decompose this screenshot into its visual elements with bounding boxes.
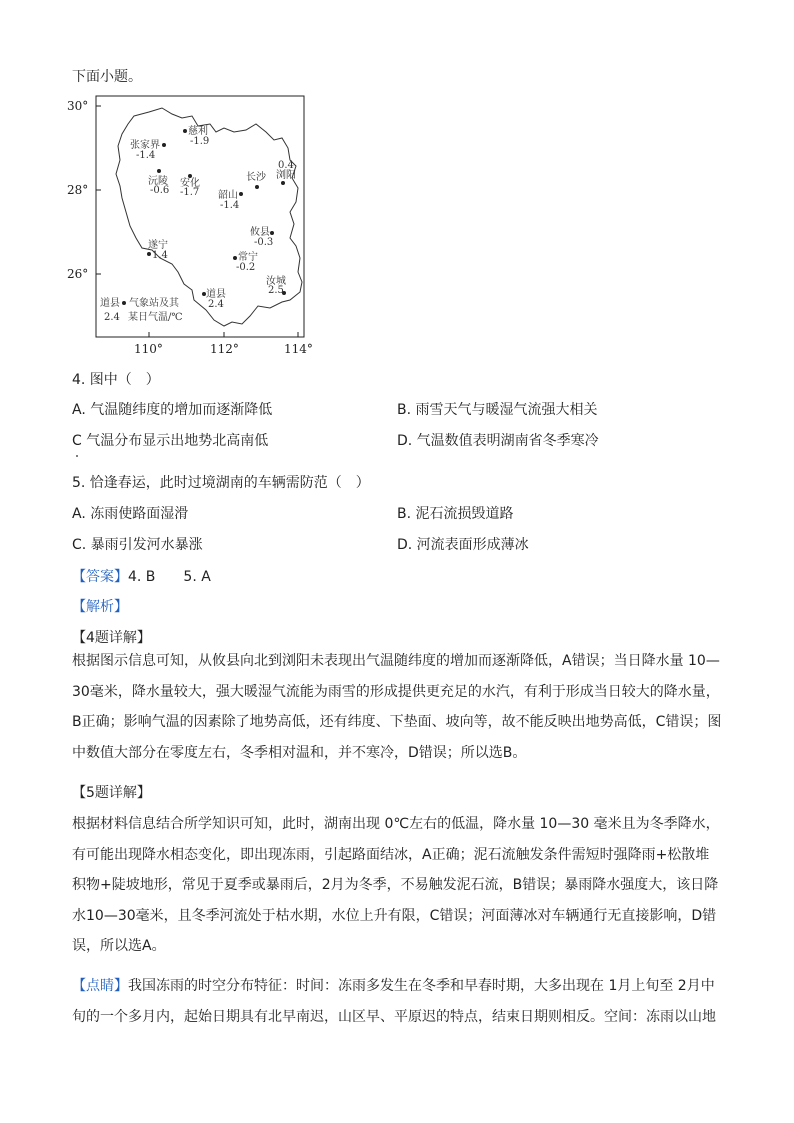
station-dot [233,256,237,260]
legend-station-name: 道县 [100,298,120,309]
station-name: 常宁 [238,252,258,263]
q5-option-c: C. 暴雨引发河水暴涨 [72,537,203,553]
station-value: -1.4 [220,200,240,211]
lat-label: 28° [67,183,89,197]
stray-dot [76,455,78,457]
station-value: 1.4 [152,250,168,261]
q4-option-d: D. 气温数值表明湖南省冬季寒冷 [397,433,599,449]
station-value: 2.4 [208,299,224,310]
station-value: -0.3 [254,237,274,248]
station-dot [157,169,161,173]
tip-text: 我国冻雨的时空分布特征：时间：冻雨多发生在冬季和早春时期，大多出现在 1月上旬至 2月中旬的一个多月内，起始日期具有北早南迟，山区早、平原迟的特点，结束日期则相反。空间：冻雨以山地 [72,978,716,1025]
detail4-tag: 【4题详解】 [72,630,151,646]
station-value: 2.5 [268,285,284,296]
detail5-tag: 【5题详解】 [72,785,151,801]
station-dot [281,181,285,185]
tip-tag: 【点睛】 [72,978,128,994]
station-value: -1.4 [136,150,156,161]
answer-text: 4. B 5. A [128,569,211,585]
station-dot [239,192,243,196]
station-name: 韶山 [218,190,238,201]
station-dot [270,231,274,235]
analysis-tag-text: 【解析】 [72,599,128,615]
station-value: -0.6 [150,185,170,196]
station-name: 安化 [180,178,200,189]
legend-station-value: 2.4 [104,312,120,323]
q4-stem: 4. 图中（ ） [72,372,160,388]
detail5-text: 根据材料信息结合所学知识可知，此时，湖南出现 0℃左右的低温，降水量 10—30 毫米且为冬季降水，有可能出现降水相态变化，即出现冻雨，引起路面结冰，A正确；泥石流触发条件需短时强降雨+松散堆积物+陡坡地形，常见于夏季或暴雨后，2月为冬季，不易触发泥石流，B错误；暴雨降水强度大，该日降水10—30毫米，且冬季河流处于枯水期，水位上升有限，C错误；河面薄冰对车辆通行无直接影响，D错误，所以选A。 [72,816,720,954]
station-name: 浏阳 [276,170,296,181]
hunan-temperature-map [64,94,324,356]
station-name: 张家界 [130,140,160,151]
station-name: 长沙 [246,172,266,183]
q4-option-c: C 气温分布显示出地势北高南低 [72,433,269,449]
station-value: -1.7 [180,187,200,198]
legend-dot [122,301,126,305]
station-value: 0.4 [278,160,294,171]
station-dot [183,129,187,133]
station-name: 沅陵 [148,176,168,187]
legend-line1: 气象站及其 [129,298,179,309]
lon-label: 112° [210,342,239,356]
q5-stem: 5. 恰逢春运，此时过境湖南的车辆需防范（ ） [72,475,370,491]
q5-option-d: D. 河流表面形成薄冰 [397,537,529,553]
station-value: -0.2 [236,262,256,273]
lon-label: 114° [284,342,313,356]
station-dot [162,143,166,147]
detail4-text: 根据图示信息可知，从攸县向北到浏阳未表现出气温随纬度的增加而逐渐降低，A错误；当日降水量 10—30毫米，降水量较大，强大暖湿气流能为雨雪的形成提供更充足的水汽，有利于形成当日较大的降水量，B正确；影响气温的因素除了地势高低，还有纬度、下垫面、坡向等，故不能反映出地势高低，C错误；图中数值大部分在零度左右，冬季相对温和，并不寒冷，D错误；所以选B。 [72,653,722,761]
station-name: 道县 [206,289,226,300]
tip-paragraph [72,971,722,1032]
station-value: -1.9 [190,136,210,147]
legend-line2: 某日气温/℃ [128,312,183,323]
answer-line [72,566,211,586]
lon-label: 110° [134,342,163,356]
lat-label: 30° [67,99,89,113]
q4-option-a: A. 气温随纬度的增加而逐渐降低 [72,402,273,418]
answer-tag: 【答案】 [72,569,128,585]
station-name: 攸县 [250,227,270,238]
station-name: 遂宁 [148,240,168,251]
station-name: 慈利 [188,126,208,137]
lat-label: 26° [67,267,89,281]
intro-text: 下面小题。 [72,69,142,85]
q5-option-a: A. 冻雨使路面湿滑 [72,506,189,522]
q4-option-b: B. 雨雪天气与暖湿气流强大相关 [397,402,598,418]
station-dot [255,185,259,189]
station-name: 汝城 [266,276,286,287]
analysis-tag [72,597,128,617]
station-dot [147,252,151,256]
q5-option-b: B. 泥石流损毁道路 [397,506,514,522]
